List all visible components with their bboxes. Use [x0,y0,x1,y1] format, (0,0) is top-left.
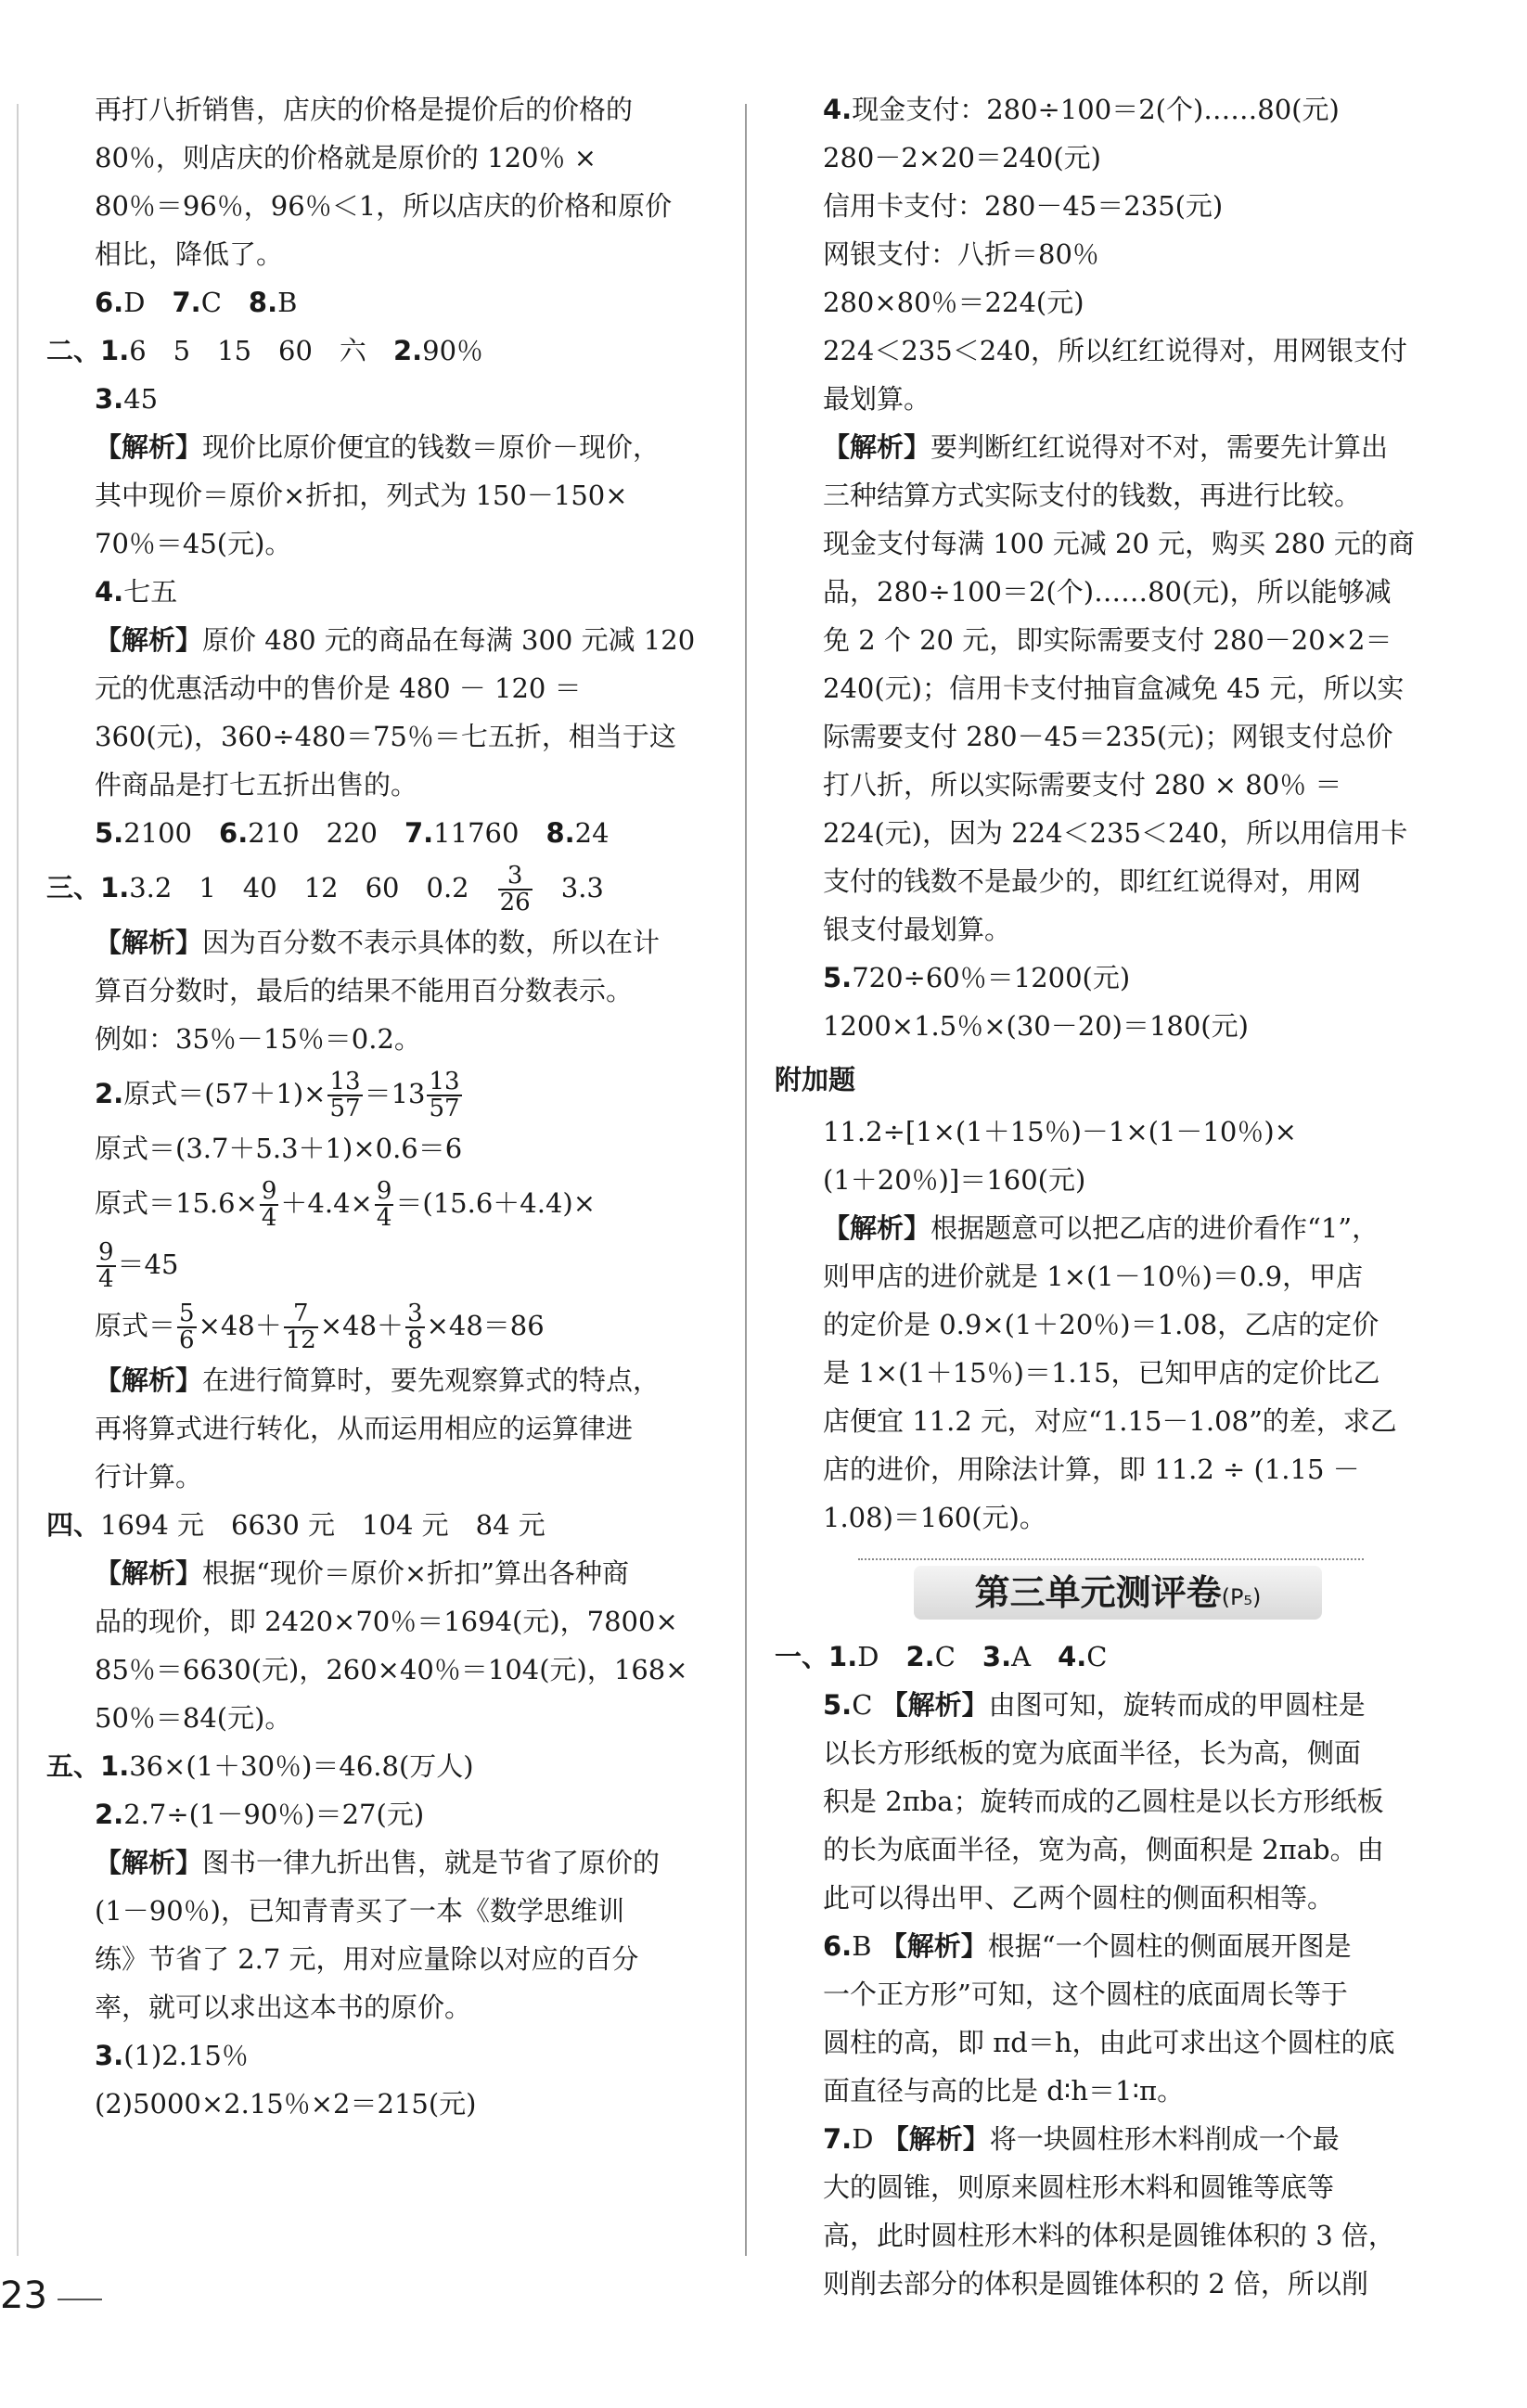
analysis-label: 【解析】 [95,1847,203,1878]
answer: C [934,1641,956,1672]
section-two-line [46,327,724,375]
text-line: 1200×1.5％×(30－20)＝180(元) [823,1010,1249,1042]
analysis-text: 由图可知，旋转而成的甲圆柱是 [988,1689,1366,1721]
equation-line: $\frac{9}{4}$ ＝45 [98,1237,179,1293]
question-number: 8. [248,287,278,318]
section-number: 二、 [46,335,101,366]
analysis-line: 际需要支付 280－45＝235(元)；网银支付总价 [823,721,1393,752]
analysis-line: 此可以得出甲、乙两个圆柱的侧面积相等。 [823,1882,1335,1914]
analysis-text: 根据“一个圆柱的侧面展开图是 [987,1930,1352,1962]
question-number: 3. [95,383,124,415]
analysis-label: 【解析】 [95,927,203,958]
section-number: 一、 [775,1641,829,1672]
page-number: 23 [0,2274,47,2317]
question-number: 1. [100,872,130,903]
answer: C [852,1689,873,1721]
fraction: $\frac{13}{57}$ [329,1067,361,1122]
analysis-line: 224(元)，因为 224＜235＜240，所以用信用卡 [823,817,1408,849]
analysis-line [46,616,724,664]
analysis-line: 件商品是打七五折出售的。 [95,769,418,801]
answer: 720÷60％＝1200(元) [852,962,1131,993]
question-number: 2. [95,1799,124,1830]
analysis-line: 则甲店的进价就是 1×(1－10％)＝0.9，甲店 [823,1261,1364,1292]
fraction: $\frac{3}{8}$ [407,1299,423,1354]
analysis-line: 则削去部分的体积是圆锥体积的 2 倍，所以削 [823,2268,1368,2299]
fraction: $\frac{9}{4}$ [98,1237,114,1293]
column-divider [745,104,747,2256]
analysis-line [775,2115,1447,2163]
page-edge-mark [17,104,19,2256]
answer: (1)2.15％ [123,2040,249,2071]
analysis-text: 将一块圆柱形木料削成一个最 [989,2123,1340,2155]
analysis-label: 【解析】 [823,431,931,463]
analysis-line [46,1356,724,1404]
analysis-line: 例如：35％－15％＝0.2。 [95,1023,421,1055]
analysis-text: 根据题意可以把乙店的进价看作“1”， [930,1212,1379,1244]
answer: D [857,1641,879,1672]
analysis-text: 根据“现价＝原价×折扣”算出各种商 [202,1557,629,1589]
answer: 210 220 [248,817,378,849]
equation-line: 11.2÷[1×(1＋15％)－1×(1－10％)× [823,1116,1297,1147]
analysis-line: 品的现价，即 2420×70％＝1694(元)，7800× [95,1606,678,1637]
equation-line: (1＋20％)]＝160(元) [823,1164,1086,1196]
answer: 45 [123,383,159,415]
answer: 6 5 15 60 六 [129,335,366,366]
analysis-label: 【解析】 [95,1557,203,1589]
analysis-line: 积是 2πba；旋转而成的乙圆柱是以长方形纸板 [823,1786,1384,1817]
analysis-line [46,1838,724,1887]
answer: 七五 [123,576,178,608]
right-column [775,85,1447,2308]
analysis-line: 1.08)＝160(元)。 [823,1502,1046,1533]
analysis-line: 品，280÷100＝2(个)……80(元)，所以能够减 [823,576,1392,608]
fraction: $\frac{9}{4}$ [261,1176,277,1232]
question-number: 7. [823,2123,853,2155]
analysis-line: 率，就可以求出这本书的原价。 [95,1992,472,2023]
answer: 90％ [422,335,484,366]
answer: C [200,287,222,318]
text-line: 相比，降低了。 [95,238,284,270]
text-line: 224＜235＜240，所以红红说得对，用网银支付 [823,335,1408,366]
text-line: 280－2×20＝240(元) [823,142,1101,173]
question-number: 2. [905,1641,935,1672]
analysis-line: 一个正方形”可知，这个圆柱的底面周长等于 [823,1979,1348,2010]
analysis-line: 元的优惠活动中的售价是 480 － 120 ＝ [95,672,582,704]
analysis-line: 免 2 个 20 元，即实际需要支付 280－20×2＝ [823,624,1392,656]
section-number: 三、 [46,872,101,903]
answer: 3.2 1 40 12 60 0.2 [129,872,469,903]
analysis-label: 【解析】 [95,624,203,656]
analysis-line [775,1681,1447,1729]
analysis-line: 店的进价，用除法计算，即 11.2 ÷ (1.15 － [823,1454,1360,1485]
analysis-text: 原价 480 元的商品在每满 300 元减 120 [202,624,696,656]
analysis-line: 支付的钱数不是最少的，即红红说得对，用网 [823,865,1362,897]
text-line: 信用卡支付：280－45＝235(元) [823,190,1224,222]
question-number: 5. [823,1689,853,1721]
analysis-line [46,918,724,967]
text-line: 网银支付：八折＝80％ [823,238,1099,270]
analysis-line [775,1204,1447,1252]
fraction: $\frac{5}{6}$ [179,1299,195,1354]
left-column [46,85,724,2128]
analysis-line: 85％＝6630(元)，260×40％＝104(元)，168× [95,1654,688,1685]
analysis-line: 50％＝84(元)。 [95,1702,292,1734]
page-number-dash [58,2299,102,2300]
answer: 2100 [123,817,193,849]
text-line: 80％，则店庆的价格就是原价的 120％ × [95,142,597,173]
analysis-line: 再将算式进行转化，从而运用相应的运算律进 [95,1413,634,1444]
answer: 现金支付：280÷100＝2(个)……80(元) [852,94,1340,125]
question-number: 8. [545,817,575,849]
analysis-line [46,423,724,471]
question-number: 7. [404,817,434,849]
analysis-line: 现金支付每满 100 元减 20 元，购买 280 元的商 [823,528,1415,559]
analysis-line: 的定价是 0.9×(1＋20％)＝1.08，乙店的定价 [823,1309,1379,1340]
answer-line [46,2031,724,2080]
analysis-line [46,1549,724,1597]
analysis-line: 70％＝45(元)。 [95,528,292,559]
analysis-line: 打八折，所以实际需要支付 280 × 80％ ＝ [823,769,1342,801]
question-number: 6. [219,817,249,849]
answer-line [46,809,724,857]
analysis-text: 要判断红红说得对不对，需要先计算出 [930,431,1389,463]
fraction: $\frac{7}{12}$ [285,1299,316,1354]
section-three-line [46,857,724,918]
analysis-line: 行计算。 [95,1461,203,1492]
question-number: 1. [100,1750,130,1782]
answer: B [277,287,298,318]
answer: C [1086,1641,1108,1672]
analysis-line: 银支付最划算。 [823,914,1012,945]
analysis-label: 【解析】 [95,431,203,463]
question-number: 4. [823,94,853,125]
question-number: 1. [100,335,130,366]
answer: D [852,2123,874,2155]
analysis-label: 【解析】 [95,1364,203,1396]
analysis-line: 高，此时圆柱形木料的体积是圆锥体积的 3 倍， [823,2220,1395,2251]
answer-line: (2)5000×2.15％×2＝215(元) [95,2088,477,2120]
analysis-line: 是 1×(1＋15％)＝1.15，已知甲店的定价比乙 [823,1357,1380,1389]
question-number: 7. [172,287,201,318]
equation-line: 原式＝15.6× $\frac{9}{4}$ ＋4.4× $\frac{9}{4}$ ＝(15.6＋4.4)× [95,1176,597,1232]
question-number: 2. [95,1078,124,1109]
analysis-line: 算百分数时，最后的结果不能用百分数表示。 [95,975,634,1006]
section-four-line [46,1501,724,1549]
section-one-line [775,1633,1447,1681]
section-number: 五、 [46,1750,101,1782]
analysis-line: 面直径与高的比是 d∶h＝1∶π。 [823,2075,1185,2107]
analysis-line [775,1922,1447,1970]
analysis-line: 店便宜 11.2 元，对应“1.15－1.08”的差，求乙 [823,1405,1397,1437]
fraction: $\frac{13}{57}$ [429,1067,460,1122]
question-number: 4. [95,576,124,608]
analysis-label: 【解析】 [879,1930,988,1962]
answer: D [123,287,146,318]
question-number: 6. [823,1930,853,1962]
analysis-line: 240(元)；信用卡支付抽盲盒减免 45 元，所以实 [823,672,1405,704]
analysis-line [775,423,1447,471]
answer: 36×(1＋30％)＝46.8(万人) [129,1750,474,1782]
question-number: 3. [95,2040,124,2071]
equation-line: 原式＝(3.7＋5.3＋1)×0.6＝6 [95,1133,463,1164]
answer-line [775,954,1447,1002]
bonus-heading: 附加题 [775,1064,856,1095]
answer-line [46,278,724,327]
analysis-label: 【解析】 [823,1212,931,1244]
answer: 24 [574,817,610,849]
analysis-text: 因为百分数不表示具体的数，所以在计 [202,927,661,958]
equation-line: 2.原式＝(57＋1)× $\frac{13}{57}$ ＝13 $\frac{13}{57}$ [95,1067,460,1122]
answer: 2.7÷(1－90％)＝27(元) [123,1799,425,1830]
analysis-line: 练》节省了 2.7 元，用对应量除以对应的百分 [95,1943,639,1975]
banner-title: 第三单元测评卷(P₅) [914,1566,1322,1620]
analysis-line: (1－90％)，已知青青买了一本《数学思维训 [95,1895,624,1927]
section-number: 四、 [46,1509,101,1541]
answer: 1694 元 6630 元 104 元 84 元 [100,1509,545,1541]
question-number: 2. [392,335,423,366]
analysis-label: 【解析】 [881,2123,990,2155]
answer: 3.3 [560,872,604,903]
analysis-text: 图书一律九折出售，就是节省了原价的 [202,1847,661,1878]
analysis-line: 360(元)，360÷480＝75％＝七五折，相当于这 [95,721,676,752]
analysis-text: 现价比原价便宜的钱数＝原价－现价， [202,431,661,463]
analysis-text: 在进行简算时，要先观察算式的特点， [202,1364,661,1396]
text-line: 80％＝96％，96％＜1，所以店庆的价格和原价 [95,190,673,222]
answer-line [46,568,724,616]
text-line: 再打八折销售，店庆的价格是提价后的价格的 [95,94,634,125]
analysis-line: 以长方形纸板的宽为底面半径，长为高，侧面 [823,1737,1362,1769]
answer: A [1011,1641,1032,1672]
question-number: 3. [982,1641,1012,1672]
analysis-line: 其中现价＝原价×折扣，列式为 150－150× [95,480,628,511]
answer: 11760 [433,817,520,849]
analysis-label: 【解析】 [880,1689,989,1721]
analysis-line: 三种结算方式实际支付的钱数，再进行比较。 [823,480,1362,511]
equation-line: 原式＝ $\frac{5}{6}$ ×48＋ $\frac{7}{12}$ ×48＋ $\frac{3}{8}$ ×48＝86 [95,1299,545,1354]
text-line: 最划算。 [823,383,931,415]
text-line: 280×80％＝224(元) [823,287,1084,318]
unit-test-banner [775,1558,1447,1623]
answer-line [775,85,1447,134]
analysis-line: 的长为底面半径，宽为高，侧面积是 2πab。由 [823,1834,1384,1865]
banner-rule [858,1558,1364,1560]
section-five-line [46,1742,724,1790]
question-number: 5. [823,962,853,993]
question-number: 5. [95,817,124,849]
question-number: 1. [828,1641,858,1672]
analysis-line: 圆柱的高，即 πd＝h，由此可求出这个圆柱的底 [823,2027,1395,2058]
fraction: $\frac{9}{4}$ [376,1176,392,1232]
question-number: 4. [1058,1641,1087,1672]
analysis-line: 大的圆锥，则原来圆柱形木料和圆锥等底等 [823,2171,1335,2203]
answer-line [46,375,724,423]
answer: B [852,1930,872,1962]
answer-line [46,1790,724,1838]
fraction: $\frac{3}{26}$ [499,861,531,916]
question-number: 6. [95,287,124,318]
